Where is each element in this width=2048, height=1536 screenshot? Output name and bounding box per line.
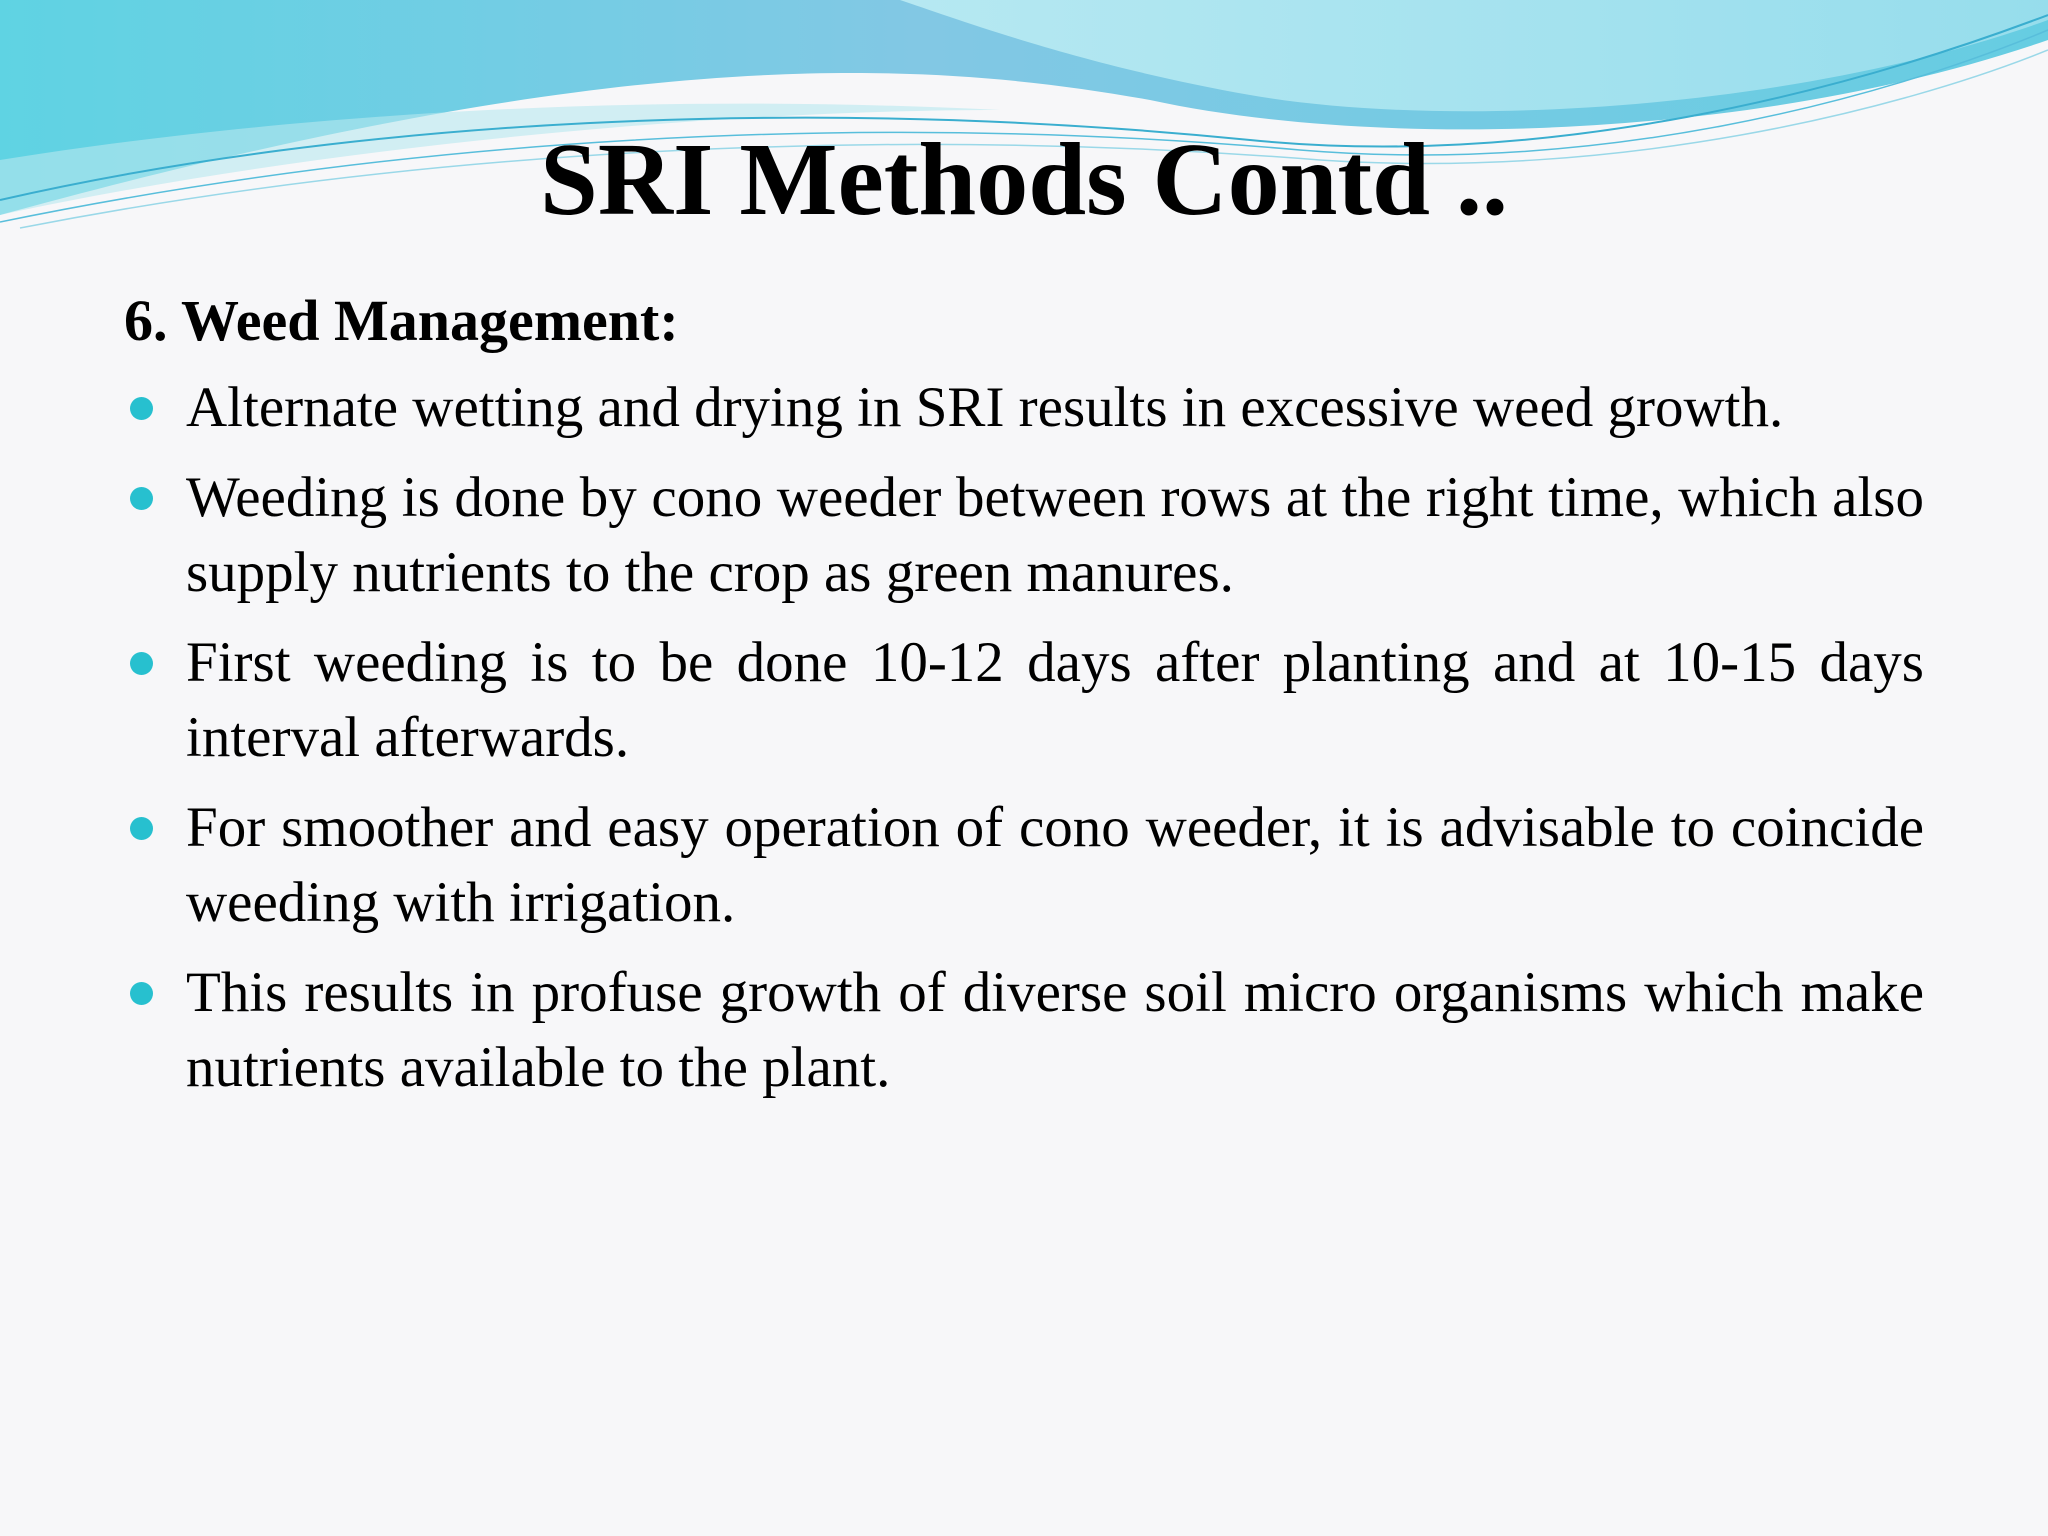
bullet-text: For smoother and easy operation of cono weeder, it is advisable to coincide weeding with irrigation. (186, 796, 1924, 934)
bullet-dot-icon (130, 652, 153, 675)
slide-title: SRI Methods Contd .. (540, 122, 1508, 237)
bullet-text: This results in profuse growth of diverse soil micro organisms which make nutrients available to the plant. (186, 961, 1924, 1099)
bullet-item (124, 955, 1924, 1105)
bullet-dot-icon (130, 487, 153, 510)
bullet-text: Weeding is done by cono weeder between rows at the right time, which also supply nutrients to the crop as green manures. (186, 466, 1924, 604)
bullet-item (124, 790, 1924, 940)
bullet-item (124, 625, 1924, 775)
bullet-dot-icon (130, 397, 153, 420)
bullet-text: First weeding is to be done 10-12 days after planting and at 10-15 days interval afterwards. (186, 631, 1924, 769)
bullet-dot-icon (130, 817, 153, 840)
section-heading: 6. Weed Management: (124, 288, 679, 353)
bullet-item (124, 460, 1924, 610)
bullet-dot-icon (130, 982, 153, 1005)
bullet-text: Alternate wetting and drying in SRI results in excessive weed growth. (186, 376, 1784, 439)
bullet-list (124, 370, 1924, 1105)
bullet-item (124, 370, 1924, 445)
slide-content (124, 286, 1924, 1120)
